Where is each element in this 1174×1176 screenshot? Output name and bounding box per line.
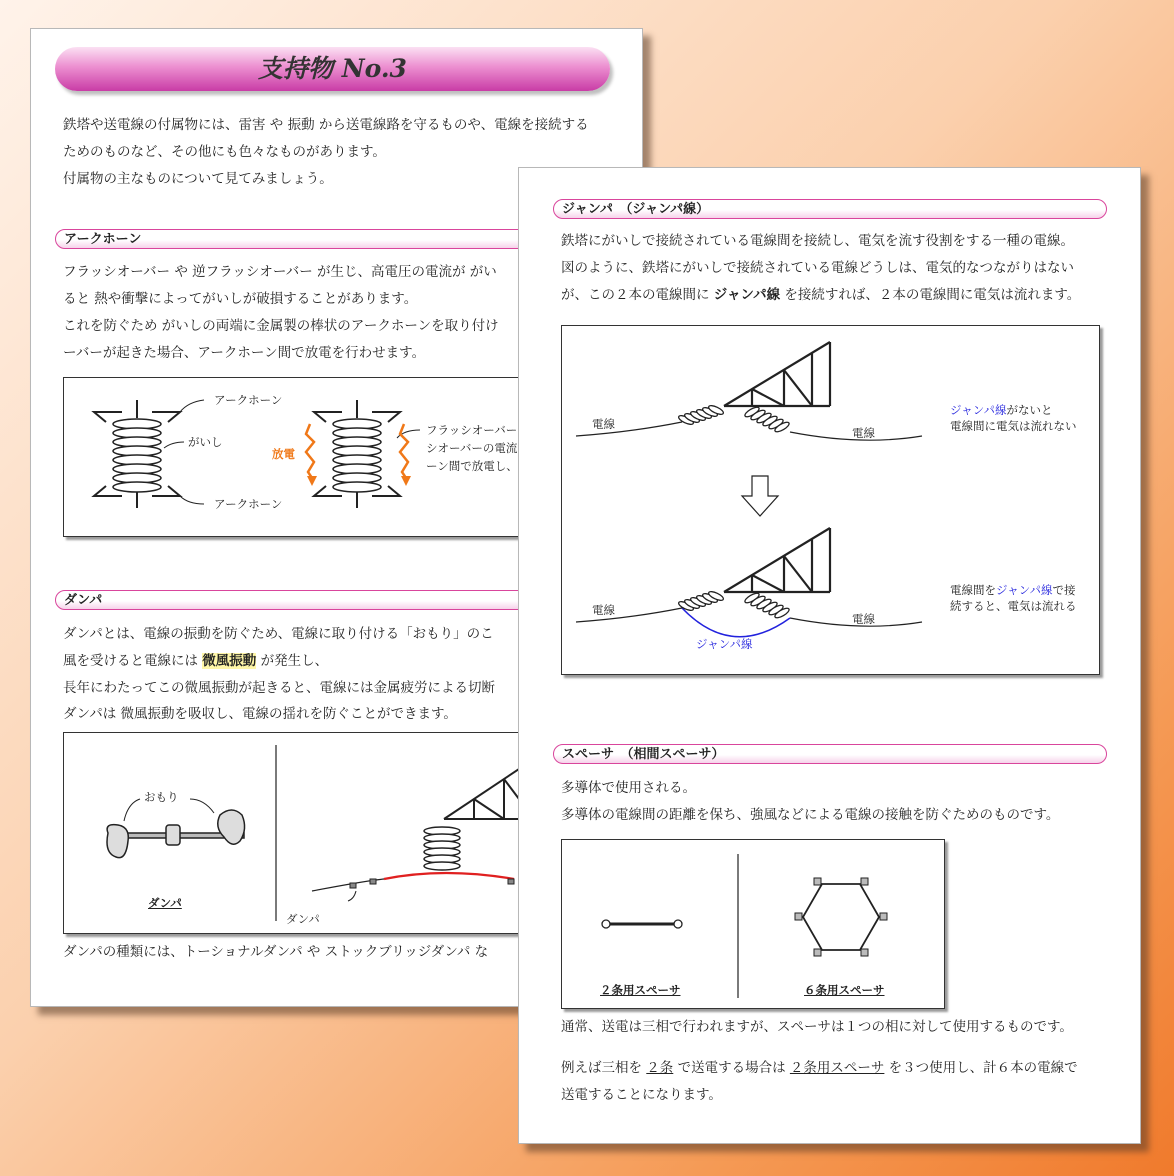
label-arc-horn-bottom: アークホーン (214, 497, 283, 511)
label-wire-right-top: 電線 (852, 426, 875, 440)
damper-line-4: ダンパは 微風振動を吸収し、電線の揺れを防ぐことができます。 (63, 706, 457, 722)
arc-horn-line-4: ーバーが起きた場合、アークホーン間で放電を行わせます。 (63, 345, 426, 361)
label-insulator: がいし (188, 435, 223, 449)
document-page-2 (518, 167, 1141, 1144)
label-wire-right-bottom: 電線 (852, 612, 875, 626)
note-line-3: ーン間で放電し、 (426, 459, 518, 473)
note-with-jumper-2: 続すると、電気は流れる (950, 599, 1077, 613)
note-no-jumper: ジャンパ線がないと (950, 403, 1053, 417)
spacer-line-3: 通常、送電は三相で行われますが、スペーサは１つの相に対して使用するものです。 (561, 1019, 1073, 1035)
section-heading-arc-horn: アークホーン (55, 229, 643, 249)
spacer-line-2: 多導体の電線間の距離を保ち、強風などによる電線の接触を防ぐためのものです。 (561, 807, 1060, 823)
note-with-jumper: 電線間をジャンパ線で接 (950, 583, 1076, 597)
note-line-2: シオーバーの電流 (426, 441, 518, 455)
note-no-jumper-2: 電線間に電気は流れない (950, 419, 1077, 433)
section-heading-jumper: ジャンパ （ジャンパ線） (553, 199, 1107, 219)
label-wire-left-top: 電線 (592, 417, 615, 431)
jumper-line-2: 図のように、鉄塔にがいしで接続されている電線どうしは、電気的なつながりはない (561, 260, 1074, 276)
label-weight: おもり (144, 790, 179, 804)
label-discharge: 放電 (272, 447, 295, 461)
damper-line-2: 風を受けると電線には 微風振動 が発生し、 (63, 653, 329, 669)
jumper-figure (561, 325, 1100, 675)
section-heading-spacer: スペーサ （相間スペーサ） (553, 744, 1107, 764)
spacer-figure (561, 839, 945, 1009)
arc-horn-line-3: これを防ぐため がいしの両端に金属製の棒状のアークホーンを取り付け (63, 318, 499, 334)
arc-horn-line-2: ると 熱や衝撃によってがいしが破損することがあります。 (63, 291, 418, 307)
jumper-line-3: が、この２本の電線間に ジャンパ線 を接続すれば、２本の電線間に電気は流れます。 (561, 287, 1081, 303)
section-heading-damper: ダンパ (55, 590, 643, 610)
intro-line-2: ためのものなど、その他にも色々なものがあります。 (63, 144, 386, 160)
label-damper: ダンパ (286, 912, 320, 926)
damper-caption: ダンパ (148, 896, 182, 910)
label-jumper-wire: ジャンパ線 (696, 637, 753, 651)
jumper-diagram (562, 326, 1099, 674)
page-title: 支持物 No.3 (55, 47, 610, 91)
jumper-line-1: 鉄塔にがいしで接続されている電線間を接続し、電気を流す役割をする一種の電線。 (561, 233, 1074, 249)
spacer-line-1: 多導体で使用される。 (561, 780, 696, 796)
damper-footer: ダンパの種類には、トーショナルダンパ や ストックブリッジダンパ な (63, 944, 489, 960)
caption-2-conductor-spacer: ２条用スペーサ (600, 983, 681, 997)
label-arc-horn-top: アークホーン (214, 393, 283, 407)
damper-line-3: 長年にわたってこの微風振動が起きると、電線には金属疲労による切断 (63, 680, 495, 696)
damper-line-1: ダンパとは、電線の振動を防ぐため、電線に取り付ける「おもり」のこ (63, 626, 494, 642)
note-line-1: フラッシオーバー (426, 423, 518, 437)
label-wire-left-bottom: 電線 (592, 603, 615, 617)
intro-line-1: 鉄塔や送電線の付属物には、雷害 や 振動 から送電線路を守るものや、電線を接続する (63, 117, 589, 133)
spacer-line-4: 例えば三相を ２条 で送電する場合は ２条用スペーサ を３つ使用し、計６本の電線で (561, 1060, 1078, 1076)
arc-horn-line-1: フラッシオーバー や 逆フラッシオーバー が生じ、高電圧の電流が がい (63, 264, 497, 280)
caption-6-conductor-spacer: ６条用スペーサ (804, 983, 885, 997)
highlight-breeze-vibration: 微風振動 (202, 653, 257, 669)
spacer-line-5: 送電することになります。 (561, 1087, 722, 1103)
intro-line-3: 付属物の主なものについて見てみましょう。 (63, 171, 333, 187)
